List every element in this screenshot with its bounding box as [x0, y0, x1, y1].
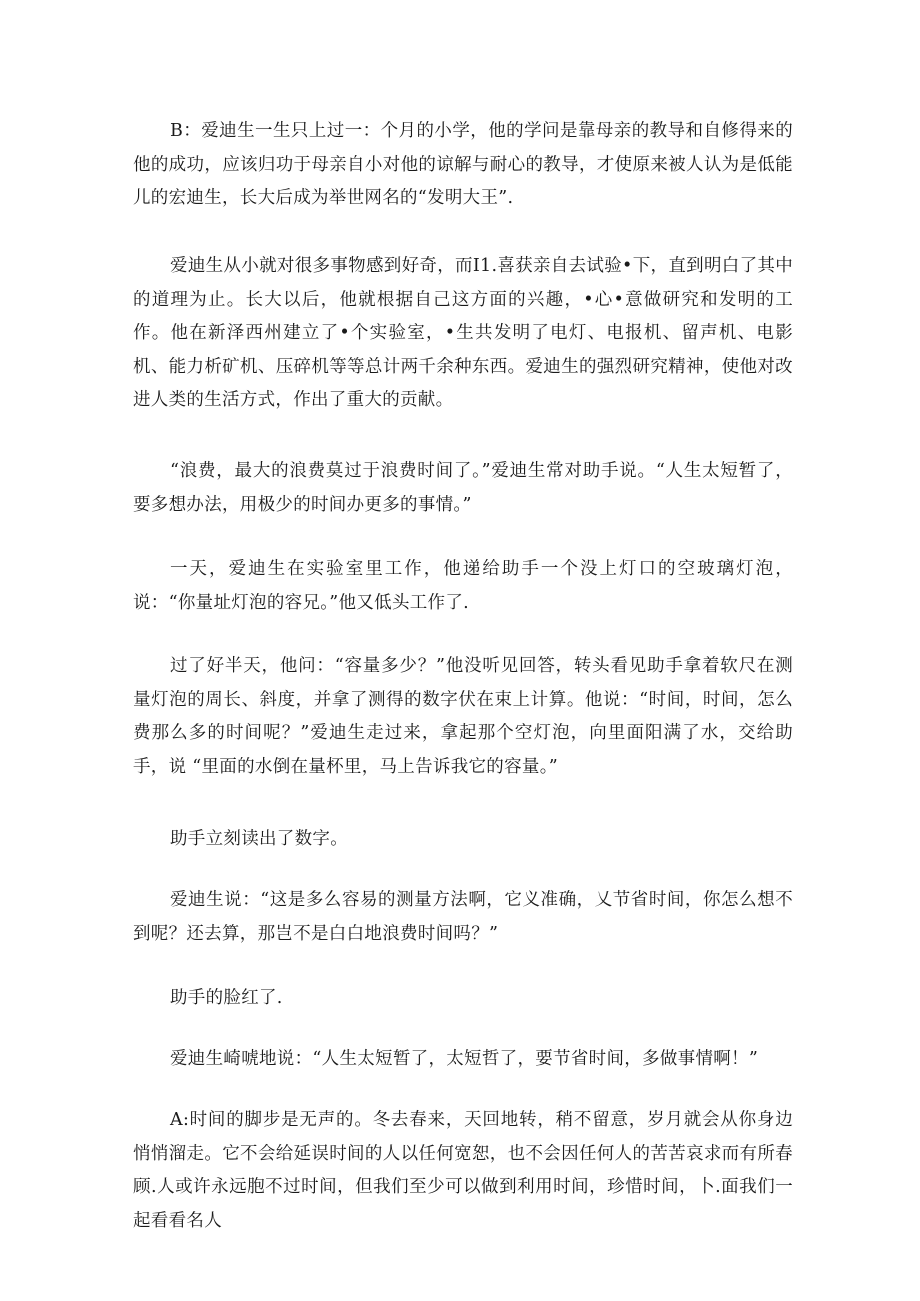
paragraph-7: 爱迪生说：“这是多么容易的测量方法啊，它义准确，乂节省时间，你怎么想不到呢？还去算，那岂不是白白地浪费时间吗？”	[133, 890, 793, 944]
paragraph-9: 爱迪生崎唬地说：“人生太短暂了，太短哲了，要节省时间，多做事情啊！”	[170, 1049, 759, 1069]
paragraph-3: “浪费，最大的浪费莫过于浪费时间了。”爱迪生常对助手说。“人生太短暂了，要多想办法，用极少的时间办更多的事情。”	[133, 461, 793, 515]
paragraph-8: 助手的脸红了.	[170, 988, 283, 1008]
paragraph-6: 助手立刻读出了数字。	[170, 829, 348, 849]
paragraph-4: 一天，爱迪生在实验室里工作，他递给助手一个没上灯口的空玻璃灯泡，说：“你量址灯泡的容兄。”他又低头工作了.	[133, 559, 793, 613]
paragraph-5: 过了好半天，他问：“容量多少？”他没听见回答，转头看见助手拿着软尺在测量灯泡的周长、斜度，并拿了测得的数字伏在束上计算。他说：“时间，时间，怎么费那么多的时间呢？”爱迪生走过来，拿起那个空灯泡，向里面阳满了水，交给助手，说 “里面的水倒在量杯里，马上告诉我它的容量。”	[133, 656, 793, 777]
paragraph-1: B：爱迪生一生只上过一：个月的小学，他的学问是靠母亲的教导和自修得来的他的成功，应该归功于母亲自小对他的谅解与耐心的教导，才使原来被人认为是低能儿的宏迪生，长大后成为举世网名的“发明大王”.	[133, 121, 793, 208]
paragraph-10: A:时间的脚步是无声的。冬去春来，天回地转，稍不留意，岁月就会从你身边悄悄溜走。它不会给延误时间的人以任何宽恕，也不会因任何人的苦苦哀求而有所春顾.人或许永远胞不过时间，但我们至少可以做到利用时间，珍惜时间，卜.面我们一起看看名人	[133, 1110, 793, 1231]
paragraph-2: 爱迪生从小就对很多事物感到好奇，而I1.喜获亲自去试验•下，直到明白了其中的道理为止。长大以后，他就根据自己这方面的兴趣，•心•意做研究和发明的工作。他在新泽西州建立了•个实验室，•生共发明了电灯、电报机、留声机、电影机、能力析矿机、压碎机等等总计两千余种东西。爱迪生的强烈研究精神，使他对改进人类的生活方式，作出了重大的贡献。	[133, 256, 793, 410]
